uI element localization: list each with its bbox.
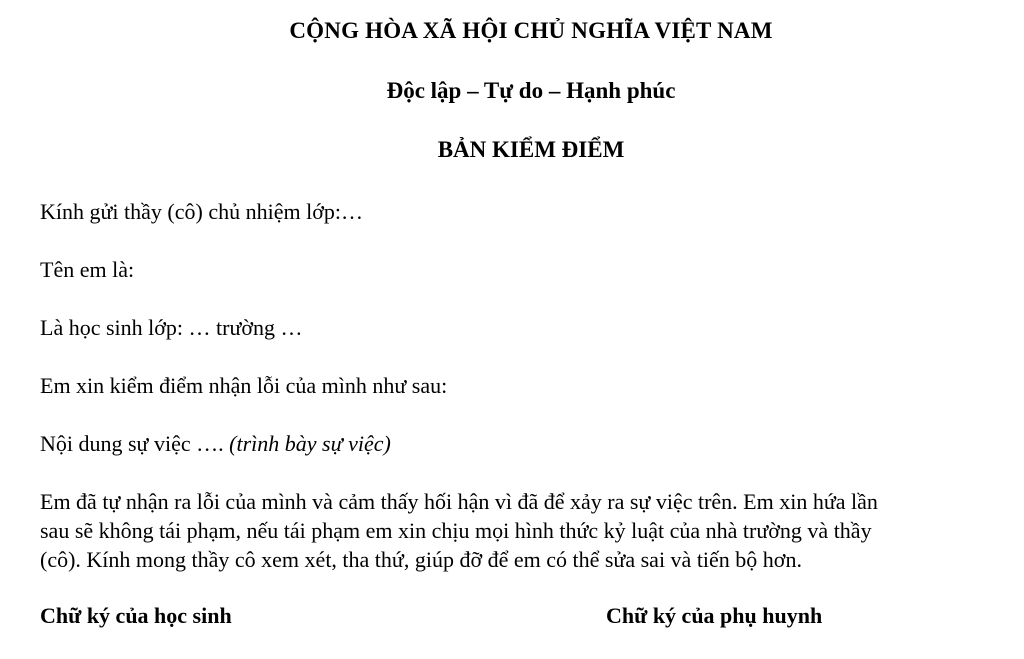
commitment-paragraph	[40, 487, 1006, 574]
national-title: CỘNG HÒA XÃ HỘI CHỦ NGHĨA VIỆT NAM	[289, 18, 773, 43]
student-signature-label: Chữ ký của học sinh	[40, 603, 232, 628]
commitment-line-1: Em đã tự nhận ra lỗi của mình và cảm thấy hối hận vì đã để xảy ra sự việc trên. Em xin hứa lần	[40, 489, 878, 514]
incident-content-line	[40, 429, 1006, 458]
addressee-line: Kính gửi thầy (cô) chủ nhiệm lớp:…	[40, 199, 363, 224]
parent-signature-label: Chữ ký của phụ huynh	[606, 603, 823, 628]
self-review-intro-line: Em xin kiểm điểm nhận lỗi của mình như sau:	[40, 373, 448, 398]
student-class-line: Là học sinh lớp: … trường …	[40, 315, 303, 340]
student-name-line: Tên em là:	[40, 257, 135, 282]
commitment-line-3: (cô). Kính mong thầy cô xem xét, tha thứ, giúp đỡ để em có thể sửa sai và tiến bộ hơn.	[40, 547, 802, 572]
commitment-line-2: sau sẽ không tái phạm, nếu tái phạm em xin chịu mọi hình thức kỷ luật của nhà trường và thầy	[40, 518, 872, 543]
incident-content-hint: (trình bày sự việc)	[229, 431, 391, 456]
document-title: BẢN KIỂM ĐIỂM	[437, 137, 625, 162]
incident-content-prefix: Nội dung sự việc ….	[40, 431, 230, 456]
national-motto: Độc lập – Tự do – Hạnh phúc	[386, 78, 676, 103]
